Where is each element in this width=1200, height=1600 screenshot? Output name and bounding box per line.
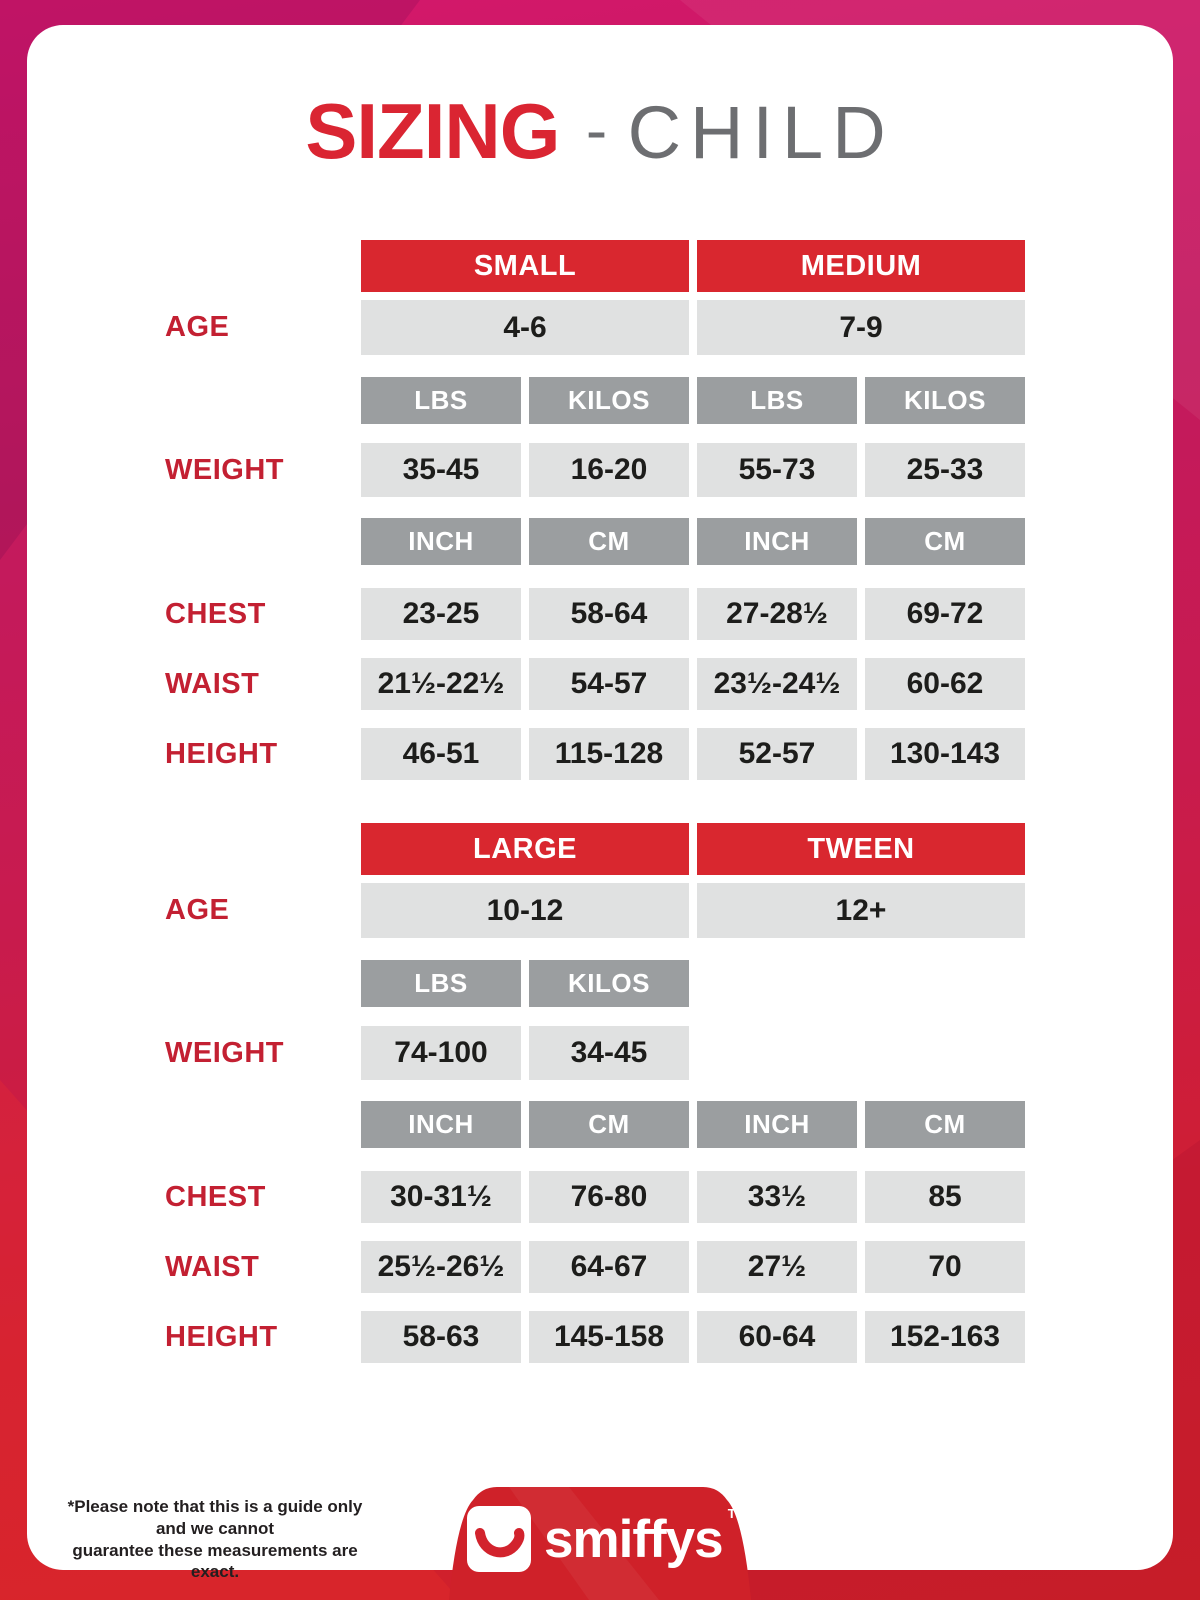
size-header-medium: MEDIUM: [697, 240, 1025, 292]
row-label-waist: WAIST: [165, 1250, 260, 1283]
dimension-unit-header-row: [165, 1101, 1025, 1148]
weight-value: 25-33: [865, 443, 1025, 497]
age-value-small: 4-6: [361, 300, 689, 355]
size-table-small-medium: [165, 240, 1025, 798]
disclaimer-line1: *Please note that this is a guide only and we cannot: [67, 1497, 363, 1538]
size-header-small: SMALL: [361, 240, 689, 292]
trademark-symbol: TM: [727, 1505, 747, 1521]
row-label-age: AGE: [165, 311, 230, 343]
page-title: [0, 86, 1200, 177]
age-value-medium: 7-9: [697, 300, 1025, 355]
spacer-cell: [165, 518, 353, 565]
unit-header-inch: INCH: [697, 518, 857, 565]
row-label-age: AGE: [165, 894, 230, 926]
logo-text: smiffys: [544, 1509, 723, 1569]
height-value: 60-64: [697, 1311, 857, 1363]
unit-header-kilos: KILOS: [529, 960, 689, 1007]
unit-header-cm: CM: [529, 1101, 689, 1148]
age-row: [165, 300, 1025, 355]
height-value: 145-158: [529, 1311, 689, 1363]
unit-header-cm: CM: [529, 518, 689, 565]
weight-value: 35-45: [361, 443, 521, 497]
chest-value: 23-25: [361, 588, 521, 640]
age-value-tween: 12+: [697, 883, 1025, 938]
chest-value: 85: [865, 1171, 1025, 1223]
height-value: 58-63: [361, 1311, 521, 1363]
waist-value: 60-62: [865, 658, 1025, 710]
waist-value: 25½-26½: [361, 1241, 521, 1293]
empty-cell: [865, 960, 1025, 1007]
title-child: CHILD: [627, 91, 895, 174]
weight-value: 34-45: [529, 1026, 689, 1080]
row-label-height: HEIGHT: [165, 737, 278, 770]
size-header-row: [165, 823, 1025, 875]
unit-header-cm: CM: [865, 1101, 1025, 1148]
height-row: [165, 1311, 1025, 1363]
waist-value: 70: [865, 1241, 1025, 1293]
chest-row: [165, 588, 1025, 640]
height-row: [165, 728, 1025, 780]
waist-row: [165, 1241, 1025, 1293]
dimension-unit-header-row: [165, 518, 1025, 565]
height-value: 46-51: [361, 728, 521, 780]
unit-header-inch: INCH: [697, 1101, 857, 1148]
logo-content: [467, 1505, 747, 1572]
size-table-large-tween: [165, 823, 1025, 1381]
row-label-height: HEIGHT: [165, 1320, 278, 1353]
disclaimer-note: [62, 1496, 368, 1583]
row-label-weight: WEIGHT: [165, 1036, 284, 1069]
title-separator: -: [585, 94, 608, 166]
empty-cell: [697, 1026, 857, 1080]
size-header-row: [165, 240, 1025, 292]
age-row: [165, 883, 1025, 938]
weight-row: [165, 443, 1025, 497]
height-value: 52-57: [697, 728, 857, 780]
chest-value: 30-31½: [361, 1171, 521, 1223]
unit-header-inch: INCH: [361, 1101, 521, 1148]
spacer-cell: [165, 823, 353, 875]
weight-value: 55-73: [697, 443, 857, 497]
height-value: 152-163: [865, 1311, 1025, 1363]
empty-cell: [697, 960, 857, 1007]
disclaimer-line2: guarantee these measurements are exact.: [72, 1540, 358, 1582]
waist-value: 54-57: [529, 658, 689, 710]
chest-value: 76-80: [529, 1171, 689, 1223]
spacer-cell: [165, 377, 353, 424]
height-value: 115-128: [529, 728, 689, 780]
chest-row: [165, 1171, 1025, 1223]
spacer-cell: [165, 1101, 353, 1148]
weight-row: [165, 1026, 1025, 1080]
size-header-tween: TWEEN: [697, 823, 1025, 875]
row-label-weight: WEIGHT: [165, 453, 284, 486]
height-value: 130-143: [865, 728, 1025, 780]
title-sizing: SIZING: [305, 87, 560, 175]
unit-header-inch: INCH: [361, 518, 521, 565]
smile-icon: [467, 1506, 531, 1572]
chest-value: 33½: [697, 1171, 857, 1223]
size-header-large: LARGE: [361, 823, 689, 875]
waist-value: 27½: [697, 1241, 857, 1293]
unit-header-kilos: KILOS: [529, 377, 689, 424]
weight-unit-header-row: [165, 377, 1025, 424]
unit-header-cm: CM: [865, 518, 1025, 565]
chest-value: 69-72: [865, 588, 1025, 640]
weight-value: 74-100: [361, 1026, 521, 1080]
waist-row: [165, 658, 1025, 710]
unit-header-lbs: LBS: [361, 377, 521, 424]
unit-header-lbs: LBS: [697, 377, 857, 424]
empty-cell: [865, 1026, 1025, 1080]
spacer-cell: [165, 240, 353, 292]
waist-value: 21½-22½: [361, 658, 521, 710]
row-label-chest: CHEST: [165, 1180, 266, 1213]
smiffys-logo: [449, 1487, 751, 1600]
weight-value: 16-20: [529, 443, 689, 497]
row-label-chest: CHEST: [165, 597, 266, 630]
waist-value: 64-67: [529, 1241, 689, 1293]
age-value-large: 10-12: [361, 883, 689, 938]
weight-unit-header-row: [165, 960, 1025, 1007]
logo-wordmark: [544, 1505, 747, 1569]
unit-header-kilos: KILOS: [865, 377, 1025, 424]
waist-value: 23½-24½: [697, 658, 857, 710]
spacer-cell: [165, 960, 353, 1007]
chest-value: 27-28½: [697, 588, 857, 640]
chest-value: 58-64: [529, 588, 689, 640]
unit-header-lbs: LBS: [361, 960, 521, 1007]
row-label-waist: WAIST: [165, 667, 260, 700]
